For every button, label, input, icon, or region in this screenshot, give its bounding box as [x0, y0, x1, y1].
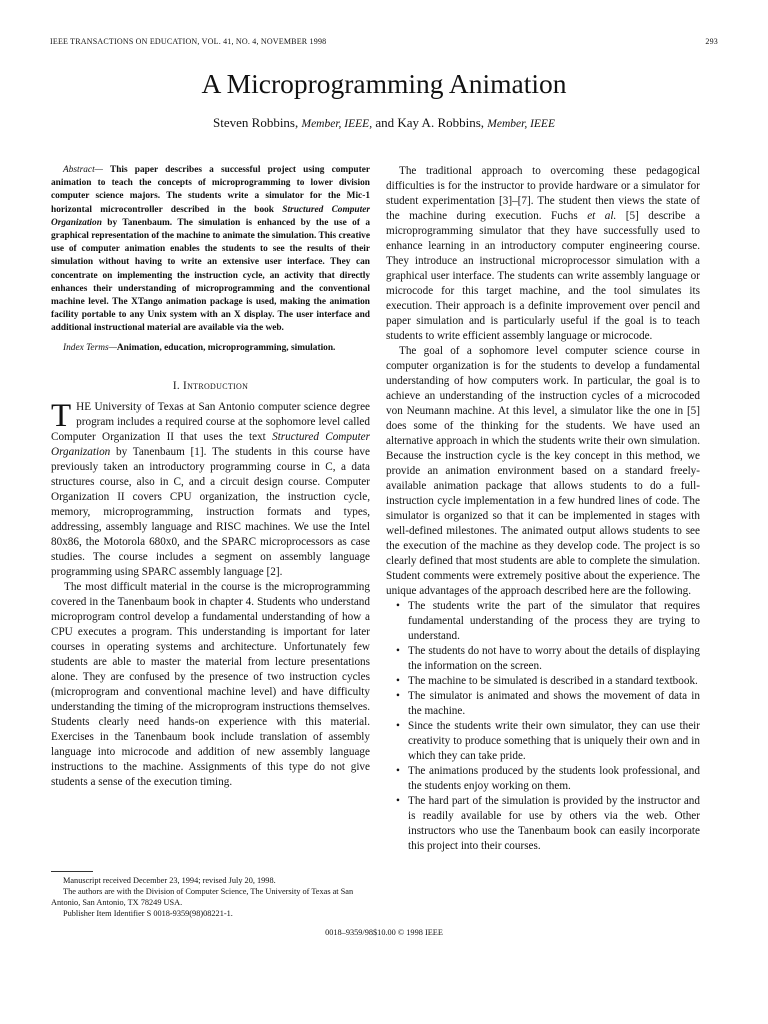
- bullet-icon: •: [396, 675, 400, 687]
- list-item-text: The students write the part of the simulator that requires fundamental understanding of the process they are trying to understand.: [408, 600, 700, 642]
- bullet-icon: •: [396, 600, 400, 612]
- abstract: [51, 164, 370, 336]
- bullet-icon: •: [396, 720, 400, 732]
- section-heading-introduction: I. Introduction: [172, 379, 249, 392]
- advantages-list: [386, 599, 700, 854]
- footnote-rule: [51, 871, 93, 872]
- bullet-icon: •: [396, 645, 400, 657]
- footnote-affiliation: The authors are with the Division of Computer Science, The University of Texas at San Antonio, San Antonio, TX 78249 USA.: [51, 887, 354, 907]
- author-2-role: Member, IEEE: [487, 118, 555, 130]
- list-item-text: The simulator is animated and shows the movement of data in the machine.: [408, 690, 700, 717]
- left-column: [51, 164, 370, 790]
- author-1-role: Member, IEEE,: [301, 118, 373, 130]
- intro-paragraph-1: [51, 397, 370, 580]
- index-terms-label: Index Terms—: [63, 342, 117, 353]
- list-item: [386, 644, 700, 674]
- author-2-name: Kay A. Robbins,: [397, 115, 485, 130]
- running-header: [50, 37, 718, 49]
- right-p1-text-b: [5] describe a microprogramming simulator that they have successfully used to enhance learning in an introductory computer engineering course. They introduce an instructional microprocessor simulation with a graphical user interface. The students can write assembly language or microcode for this target machine, and the tool simulates its execution. Their approach is a definite improvement over pencil and paper simulation and is particularly useful if the goal is to teach students to write efficient assembly language or microcode.: [386, 210, 700, 342]
- list-item-text: Since the students write their own simulator, they can use their creativity to produce something that is uniquely their own and in which they can take pride.: [408, 720, 700, 762]
- footnote-received: Manuscript received December 23, 1994; revised July 20, 1998.: [63, 876, 276, 885]
- intro-paragraph-2: The most difficult material in the course is the microprogramming covered in the Tanenbaum book in chapter 4. Students who understand microprogram control develop a fundamental understanding of how a CPU executes a program. This understanding is important for later courses in operating systems and architecture. Unfortunately few students are able to master the material from lecture presentations alone. They are confused by the presence of two instruction cycles (microprogram and conventional machine level) and have difficulty understanding the timing of the microprogram instructions themselves. Students clearly need hands-on experience with this material. Exercises in the Tanenbaum book include translation of assembly language into microcode and addition of new assembly language instructions to the machine. Assignments of this type do not give students a sense of the execution timing.: [51, 580, 370, 788]
- intro-p1-text-b: by Tanenbaum [1]. The students in this course have previously taken an introductory programming course in C, a data structures course, also in C, and a circuit design course. Computer Organization II covers CPU organization, the instruction cycle, memory, microprogramming, instruction formats and types, addressing, assembly language and RISC machines. We use the Intel 80x86, the Motorola 680x0, and the SPARC microprocessors as case studies. The course includes a segment on assembly language programming using SPARC assembly language [2].: [51, 445, 370, 578]
- journal-name: IEEE TRANSACTIONS ON EDUCATION, VOL. 41, NO. 4, NOVEMBER 1998: [50, 37, 327, 46]
- author-conjunction: and: [375, 115, 395, 130]
- page-number: 293: [705, 37, 718, 46]
- bullet-icon: •: [396, 690, 400, 702]
- list-item: [386, 719, 700, 764]
- author-1-name: Steven Robbins,: [213, 115, 299, 130]
- drop-cap: T: [51, 397, 72, 434]
- author-byline: [0, 114, 768, 133]
- right-p1-etal: et al.: [587, 210, 617, 222]
- right-paragraph-1: [386, 164, 700, 344]
- abstract-book-title: Structured Computer Organization: [51, 204, 370, 228]
- footnote-publisher-id: Publisher Item Identifier S 0018-9359(98)08221-1.: [63, 909, 233, 918]
- paper-title: A Microprogramming Animation: [201, 68, 567, 99]
- list-item-text: The students do not have to worry about the details of displaying the information on the screen.: [408, 645, 700, 672]
- abstract-text-a: This paper describes a successful project using computer animation to teach the concepts of microprogramming to lower division computer science majors. The students write a simulator for the Mic-1 horizontal microcontroller described in the book: [51, 165, 370, 215]
- list-item: [386, 794, 700, 854]
- abstract-text-b: by Tanenbaum. The simulation is enhanced by the use of a graphical representation of the machine to animate the simulation. This creative use of computer animation enables the students to see the results of their simulation without having to write an extensive user interface. They can concentrate on implementing the instruction cycle, an activity that directly enhances their understanding of microprogramming and the conventional machine level. The XTango animation package is used, making the animation facility portable to any Unix system with an X display. The user interface and additional instructional material are available via the web.: [51, 217, 370, 334]
- index-terms: [51, 342, 370, 355]
- abstract-label: Abstract—: [63, 165, 103, 175]
- bullet-icon: •: [396, 795, 400, 807]
- list-item-text: The hard part of the simulation is provided by the instructor and is readily available for use by others via the web. Other instructors who use the Tanenbaum book can easily incorporate this project into their courses.: [408, 795, 700, 852]
- intro-p1-book-title: Structured Computer Organization: [51, 430, 370, 458]
- list-item-text: The machine to be simulated is described in a standard textbook.: [408, 675, 698, 687]
- right-column: [386, 164, 700, 854]
- index-terms-text: Animation, education, microprogramming, simulation.: [116, 342, 336, 353]
- copyright-line: 0018–9359/98$10.00 © 1998 IEEE: [325, 928, 443, 937]
- list-item: [386, 689, 700, 719]
- list-item: [386, 599, 700, 644]
- list-item-text: The animations produced by the students look professional, and the students enjoy working on them.: [408, 765, 700, 792]
- intro-p1-text-a: HE University of Texas at San Antonio computer science degree program includes a required course at the sophomore level called Computer Organization II that uses the text: [51, 400, 370, 443]
- footnote-block: [51, 875, 370, 919]
- bullet-icon: •: [396, 765, 400, 777]
- right-p1-text-a: The traditional approach to overcoming these pedagogical difficulties is for the instructor to provide hardware or a simulator for student experimentation [3]–[7]. The student then views the state of the machine during execution. Fuchs: [386, 165, 700, 222]
- list-item: [386, 764, 700, 794]
- list-item: [386, 674, 700, 689]
- right-paragraph-2: The goal of a sophomore level computer science course in computer organization is for the students to develop a fundamental understanding of how computers work. In particular, the goal is to achieve an understanding of the instruction cycles of a microcoded von Neumann machine. At this level, a simulator like the one in [5] does some of the thinking for the students. We have used an alternative approach in which the students write their own simulation. Because the instruction cycle is the key concept in this method, we provide an animation environment based on a standard freely-available animation package that allows students to do a full-instruction cycle implementation in a few hundred lines of code. The simulator is organized so that it can be implemented in stages with well-defined milestones. The animated output allows students to see the execution of the machine as they develop code. The project is so clearly defined that most students are able to complete the simulation. Student comments were extremely positive about the experience. The unique advantages of the approach described here are the following.: [386, 345, 700, 597]
